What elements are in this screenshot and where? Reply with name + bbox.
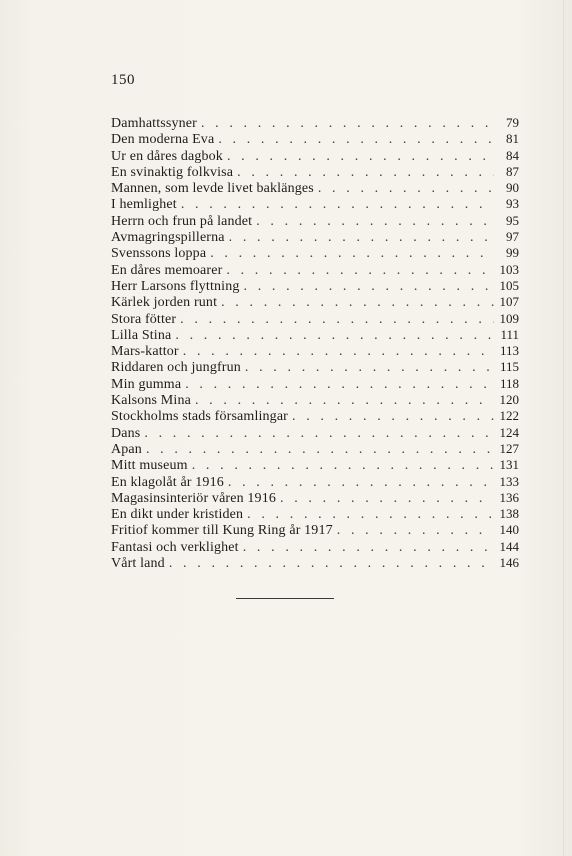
toc-entry-title: Avmagringspillerna [111, 230, 225, 246]
dot-leader [218, 132, 494, 147]
end-rule [236, 598, 334, 599]
dot-leader [229, 230, 494, 245]
dot-leader [247, 507, 494, 522]
toc-entry-page: 95 [506, 212, 519, 228]
toc-entry-title: Kalsons Mina [111, 393, 191, 409]
toc-entry [111, 327, 519, 343]
dot-leader [144, 426, 494, 441]
toc-entry-page: 118 [499, 375, 519, 391]
toc-entry [111, 441, 519, 457]
toc-entry-title: En dikt under kristiden [111, 507, 244, 523]
toc-entry-title: Herr Larsons flyttning [111, 278, 240, 294]
toc-entry-title: En svinaktig folkvisa [111, 164, 234, 180]
toc-entry-title: Riddaren och jungfrun [111, 360, 241, 376]
toc-entry [111, 539, 519, 555]
toc-entry-page: 146 [499, 555, 519, 571]
toc-entry-title: Vårt land [111, 556, 165, 572]
toc-entry-title: En dåres memoarer [111, 262, 223, 278]
toc-entry-page: 140 [499, 522, 519, 538]
dot-leader [192, 458, 494, 473]
dot-leader [337, 523, 494, 538]
toc-entry-title: Fritiof kommer till Kung Ring år 1917 [111, 523, 333, 539]
toc-entry [111, 294, 519, 310]
dot-leader [318, 181, 494, 196]
toc-entry-page: 103 [499, 261, 519, 277]
toc-entry-title: Kärlek jorden runt [111, 295, 218, 311]
toc-entry-page: 109 [499, 310, 519, 326]
toc-entry [111, 474, 519, 490]
dot-leader [183, 344, 494, 359]
toc-entry-page: 79 [506, 115, 519, 130]
toc-entry-title: Fantasi och verklighet [111, 539, 239, 555]
dot-leader [169, 556, 494, 571]
toc-entry-title: Mitt museum [111, 458, 188, 474]
toc-entry [111, 115, 519, 131]
toc-entry-page: 122 [499, 408, 519, 424]
toc-entry-page: 131 [499, 457, 519, 473]
toc-entry-title: Apan [111, 441, 142, 457]
toc-entry [111, 457, 519, 473]
toc-entry [111, 245, 519, 261]
toc-entry [111, 392, 519, 408]
toc-entry-title: Lilla Stina [111, 327, 172, 343]
toc-entry [111, 359, 519, 375]
toc-entry-page: 133 [499, 473, 519, 489]
toc-entry-page: 84 [506, 147, 519, 163]
toc-entry-page: 81 [506, 131, 519, 147]
page-number: 150 [111, 72, 135, 88]
toc-entry [111, 343, 519, 359]
toc-entry-page: 127 [499, 440, 519, 456]
toc-entry [111, 148, 519, 164]
dot-leader [195, 393, 494, 408]
toc-entry-page: 124 [499, 424, 519, 440]
toc-entry [111, 196, 519, 212]
toc-entry-title: Stockholms stads församlingar [111, 409, 288, 425]
dot-leader [256, 214, 494, 229]
toc-entry-title: I hemlighet [111, 197, 177, 213]
toc-entry-page: 113 [499, 343, 519, 359]
dot-leader [146, 442, 494, 457]
dot-leader [221, 295, 494, 310]
toc-entry [111, 425, 519, 441]
dot-leader [201, 116, 494, 131]
dot-leader [245, 360, 494, 375]
dot-leader [210, 246, 494, 261]
toc-entry [111, 408, 519, 424]
dot-leader [237, 165, 494, 180]
dot-leader [185, 377, 494, 392]
dot-leader [292, 409, 494, 424]
page-edge [563, 0, 564, 856]
toc-entry-title: Den moderna Eva [111, 132, 215, 148]
dot-leader [227, 149, 494, 164]
toc-entry-page: 105 [499, 277, 519, 293]
toc-entry [111, 131, 519, 147]
toc-entry-title: En klagolåt år 1916 [111, 474, 224, 490]
toc-entry [111, 180, 519, 196]
toc-entry-title: Magasinsinteriör våren 1916 [111, 490, 277, 506]
toc-entry-page: 120 [499, 392, 519, 408]
dot-leader [226, 263, 494, 278]
toc-entry [111, 506, 519, 522]
toc-entry [111, 522, 519, 538]
toc-entry [111, 262, 519, 278]
toc-entry-title: Herrn och frun på landet [111, 213, 253, 229]
toc-entry-page: 90 [506, 180, 519, 196]
dot-leader [181, 197, 494, 212]
toc-entry [111, 555, 519, 571]
toc-entry-page: 144 [499, 538, 519, 554]
toc-entry-page: 136 [499, 489, 519, 505]
toc-entry [111, 229, 519, 245]
toc-entry-page: 107 [499, 294, 519, 310]
toc-entry [111, 376, 519, 392]
toc-entry-page: 99 [506, 245, 519, 261]
toc-entry [111, 278, 519, 294]
toc-entry-title: Dans [111, 425, 141, 441]
dot-leader [243, 540, 494, 555]
toc-entry-page: 93 [506, 196, 519, 212]
table-of-contents [111, 115, 519, 571]
dot-leader [175, 328, 494, 343]
dot-leader [280, 491, 494, 506]
toc-entry-title: Damhattssyner [111, 116, 197, 131]
toc-entry-title: Mars-kattor [111, 344, 179, 360]
dot-leader [228, 475, 494, 490]
toc-entry-title: Ur en dåres dagbok [111, 148, 223, 164]
toc-entry-title: Svenssons loppa [111, 246, 207, 262]
toc-entry-page: 111 [500, 326, 519, 342]
toc-entry-title: Mannen, som levde livet baklänges [111, 181, 314, 197]
toc-entry-page: 87 [506, 163, 519, 179]
toc-entry-page: 138 [499, 506, 519, 522]
toc-entry-page: 115 [499, 359, 519, 375]
toc-entry [111, 490, 519, 506]
dot-leader [244, 279, 495, 294]
toc-entry-title: Min gumma [111, 376, 182, 392]
toc-entry [111, 213, 519, 229]
toc-entry [111, 164, 519, 180]
toc-entry [111, 311, 519, 327]
dot-leader [180, 312, 494, 327]
toc-entry-title: Stora fötter [111, 311, 177, 327]
toc-entry-page: 97 [506, 229, 519, 245]
